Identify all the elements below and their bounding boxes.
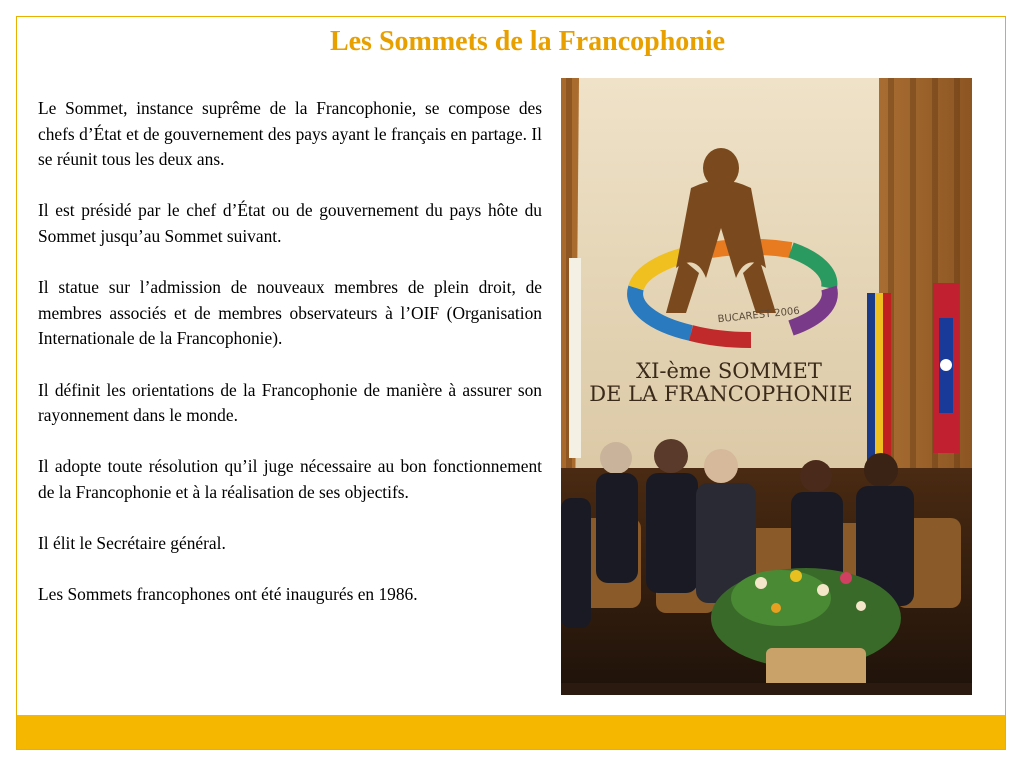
paragraph-6: Il élit le Secrétaire général. bbox=[38, 533, 226, 554]
banner-ring-text: BUCAREST 2006 bbox=[717, 305, 801, 326]
bottom-accent-band bbox=[17, 715, 1005, 749]
paragraph-2: Il est présidé par le chef d’État ou de gouvernement du pays hôte du Sommet jusqu’au Sommet suivant. bbox=[38, 200, 542, 246]
paragraph-7: Les Sommets francophones ont été inaugurés en 1986. bbox=[38, 584, 418, 605]
body-text bbox=[38, 96, 542, 633]
paragraph-1: Le Sommet, instance suprême de la Francophonie, se compose des chefs d’État et de gouvernement des pays ayant le français en partage. Il se réunit tous les deux ans. bbox=[38, 98, 542, 170]
banner-line-1: XI-ème SOMMET bbox=[636, 359, 822, 383]
paragraph-3: Il statue sur l’admission de nouveaux membres de plein droit, de membres associés et de membres observateurs à l’OIF (Organisation Internationale de la Francophonie). bbox=[38, 277, 542, 349]
paragraph-5: Il adopte toute résolution qu’il juge nécessaire au bon fonctionnement de la Francophonie et à la réalisation de ses objectifs. bbox=[38, 456, 542, 502]
slide-title: Les Sommets de la Francophonie bbox=[329, 26, 726, 57]
paragraph-4: Il définit les orientations de la Francophonie de manière à assurer son rayonnement dans le monde. bbox=[38, 379, 542, 426]
banner-line-2: DE LA FRANCOPHONIE bbox=[589, 382, 853, 406]
summit-photo bbox=[561, 78, 972, 695]
